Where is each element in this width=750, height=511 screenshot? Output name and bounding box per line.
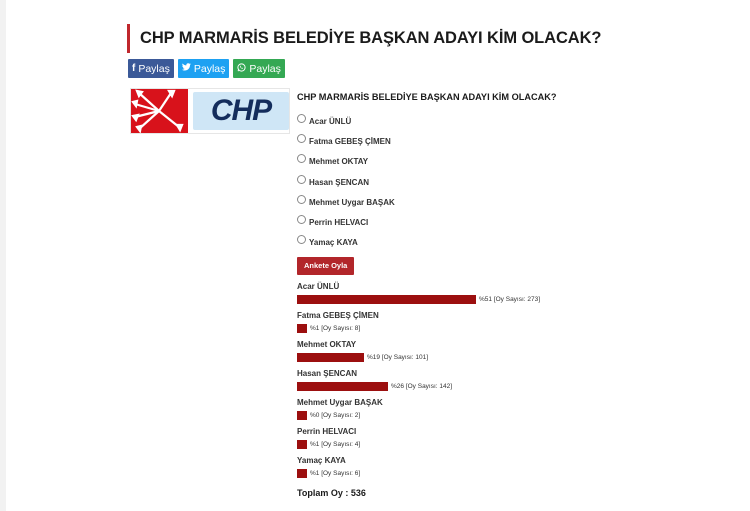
result-name: Yamaç KAYA [297,456,346,465]
twitter-share-button[interactable] [178,59,230,78]
result-name: Perrin HELVACI [297,427,357,436]
result-name: Hasan ŞENCAN [297,369,358,378]
result-stat: %1 [Oy Sayısı: 6] [310,470,361,477]
result-bar [297,382,388,391]
result-bar [297,440,307,449]
poll-options [297,111,597,253]
poll-option[interactable] [297,233,597,253]
result-bar [297,353,364,362]
result-bar [297,324,307,333]
poll-option-label: Hasan ŞENCAN [309,177,370,187]
poll-form [297,90,597,275]
page-title-bar [127,24,627,53]
twitter-icon [182,63,191,74]
poll-option[interactable] [297,111,597,131]
result-item [297,427,597,456]
poll-option-label: Fatma GEBEŞ ÇİMEN [309,136,391,146]
radio-button[interactable] [297,215,306,224]
poll-option-label: Mehmet OKTAY [309,157,369,167]
result-stat: %1 [Oy Sayısı: 4] [310,441,361,448]
share-buttons [128,59,285,78]
vote-button[interactable]: Ankete Oyla [297,257,354,275]
poll-option[interactable] [297,131,597,151]
result-stat: %51 [Oy Sayısı: 273] [479,296,541,303]
radio-button[interactable] [297,175,306,184]
poll-option-label: Yamaç KAYA [309,238,358,248]
result-name: Mehmet Uygar BAŞAK [297,398,383,407]
result-item [297,456,597,485]
result-bar [297,469,307,478]
total-votes: Toplam Oy : 536 [297,488,366,498]
poll-option[interactable] [297,172,597,192]
poll-option-label: Perrin HELVACI [309,218,369,228]
result-bar [297,295,476,304]
chp-wordmark [193,92,289,130]
share-label: Paylaş [138,62,170,75]
poll-question: CHP MARMARİS BELEDİYE BAŞKAN ADAYI KİM OLACAK? [297,92,557,102]
radio-button[interactable] [297,134,306,143]
poll-results [297,282,597,485]
radio-button[interactable] [297,114,306,123]
left-gutter [0,0,6,511]
whatsapp-icon [237,63,246,75]
result-bar [297,411,307,420]
share-label: Paylaş [249,62,281,75]
result-item [297,398,597,427]
share-label: Paylaş [193,62,226,75]
result-stat: %0 [Oy Sayısı: 2] [310,412,361,419]
result-item [297,340,597,369]
result-name: Fatma GEBEŞ ÇİMEN [297,311,379,320]
result-item [297,369,597,398]
six-arrows-emblem [131,89,188,133]
radio-button[interactable] [297,154,306,163]
radio-button[interactable] [297,235,306,244]
result-name: Mehmet OKTAY [297,340,357,349]
chp-logo [130,88,290,134]
poll-option-label: Acar ÜNLÜ [309,116,352,126]
result-stat: %19 [Oy Sayısı: 101] [367,354,429,361]
poll-option-label: Mehmet Uygar BAŞAK [309,197,395,207]
result-item [297,282,597,311]
radio-button[interactable] [297,195,306,204]
result-stat: %1 [Oy Sayısı: 8] [310,325,361,332]
poll-option[interactable] [297,212,597,232]
chp-wordmark-text: CHP [210,94,272,127]
result-name: Acar ÜNLÜ [297,282,340,291]
result-stat: %26 [Oy Sayısı: 142] [391,383,453,390]
poll-option[interactable] [297,152,597,172]
page-title: CHP MARMARİS BELEDİYE BAŞKAN ADAYI KİM OLACAK? [140,29,602,47]
facebook-share-button[interactable] [128,59,174,78]
poll-option[interactable] [297,192,597,212]
whatsapp-share-button[interactable] [233,59,285,78]
facebook-icon: f [132,63,136,74]
result-item [297,311,597,340]
